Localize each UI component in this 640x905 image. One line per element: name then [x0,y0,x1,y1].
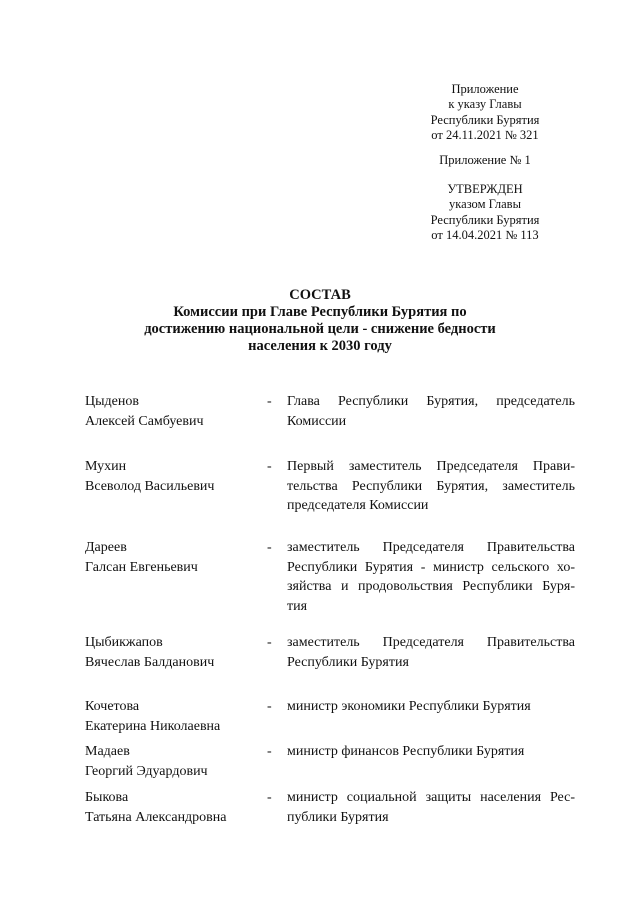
member-role [287,788,575,827]
role-line: заместитель Председателя Правительства [287,540,575,555]
member-given-name: Екатерина Николаевна [85,718,221,734]
role-line: Республики Бурятия - министр сельского хо- [287,559,575,575]
appendix-header-line: Республики Бурятия [430,112,540,127]
role-line: Глава Республики Бурятия, председатель [287,394,575,409]
member-dash: - [267,540,272,555]
title-line: достижению национальной цели - снижение бедности [144,321,496,337]
member-surname: Цыбикжапов [85,635,163,650]
member-role [287,742,575,762]
role-line: Республики Бурятия [287,654,409,670]
appendix-header-line: от 24.11.2021 № 321 [431,128,539,143]
member-role [287,697,575,717]
role-line: Комиссии [287,413,347,429]
member-surname: Кочетова [85,699,140,714]
approval-block [400,182,570,244]
member-dash: - [267,699,272,714]
member-surname: Дареев [85,540,127,555]
role-line: министр экономики Республики Бурятия [287,699,531,714]
member-given-name: Алексей Самбуевич [85,413,204,429]
member-surname: Мадаев [85,744,130,759]
approval-line: указом Главы [449,197,521,212]
member-role [287,538,575,616]
appendix-number [400,153,570,168]
member-dash: - [267,790,272,805]
member-role [287,633,575,672]
appendix-number-text: Приложение № 1 [439,153,531,167]
role-line: тия [287,598,308,614]
member-surname: Мухин [85,459,127,474]
member-dash: - [267,459,272,474]
appendix-header [400,82,570,144]
member-name [85,538,263,577]
appendix-header-line: к указу Главы [448,97,522,112]
document-title [0,287,640,355]
title-line: Комиссии при Главе Республики Бурятия по [173,304,467,320]
role-line: заместитель Председателя Правительства [287,635,575,650]
member-name [85,742,263,781]
role-line: тельства Республики Бурятия, заместитель [287,478,575,494]
role-line: публики Бурятия [287,809,389,825]
member-dash: - [267,744,272,759]
member-role [287,392,575,431]
approval-line: от 14.04.2021 № 113 [431,228,539,243]
member-surname: Цыденов [85,394,139,409]
role-line: Первый заместитель Председателя Прави- [287,459,575,474]
role-line: министр социальной защиты населения Рес- [287,790,575,805]
member-name [85,697,263,736]
member-name [85,457,263,496]
member-name [85,392,263,431]
member-given-name: Татьяна Александровна [85,809,227,825]
member-name [85,788,263,827]
member-given-name: Всеволод Васильевич [85,478,215,494]
member-given-name: Вячеслав Балданович [85,654,215,670]
approval-line: Республики Бурятия [430,212,540,227]
member-surname: Быкова [85,790,129,805]
member-role [287,457,575,516]
title-line: СОСТАВ [289,287,351,303]
role-line: председателя Комиссии [287,498,429,513]
role-line: зяйства и продовольствия Республики Буря- [287,579,575,594]
member-dash: - [267,635,272,650]
role-line: министр финансов Республики Бурятия [287,744,525,759]
member-name [85,633,263,672]
member-dash: - [267,394,272,409]
appendix-header-line: Приложение [451,82,519,96]
title-line: населения к 2030 году [248,338,392,354]
member-given-name: Галсан Евгеньевич [85,559,198,575]
approval-line: УТВЕРЖДЕН [447,182,523,196]
member-given-name: Георгий Эдуардович [85,763,208,779]
